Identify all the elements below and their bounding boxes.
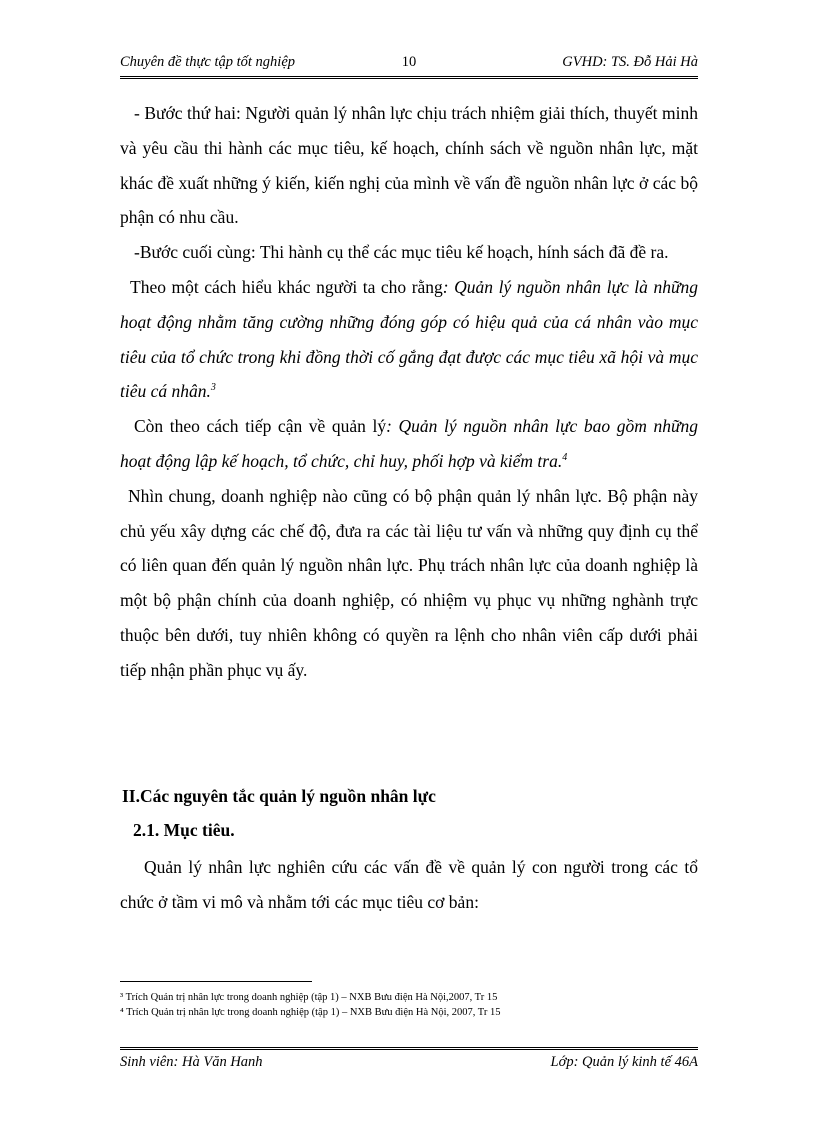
paragraph-definition-1 bbox=[120, 270, 698, 409]
header-page-number: 10 bbox=[401, 54, 417, 70]
definition-2-lead: Còn theo cách tiếp cận về quản lý bbox=[134, 416, 387, 437]
definition-2-quote: : Quản lý nguồn nhân lực bao gồm những hoạt động lập kế hoạch, tổ chức, chỉ huy, phối hợp và kiểm tra. bbox=[120, 416, 699, 471]
paragraph-definition-2 bbox=[120, 409, 698, 479]
subsection-heading: 2.1. Mục tiêu. bbox=[133, 820, 235, 840]
footnotes bbox=[120, 990, 720, 1020]
header-supervisor: GVHD: TS. Đỗ Hải Hà bbox=[562, 54, 698, 70]
header-document-title: Chuyên đề thực tập tốt nghiệp bbox=[120, 54, 296, 70]
section-heading: II.Các nguyên tắc quản lý nguồn nhân lực bbox=[122, 786, 436, 806]
paragraph-step-two: - Bước thứ hai: Người quản lý nhân lực chịu trách nhiệm giải thích, thuyết minh và yêu cầu thi hành các mục tiêu, kế hoạch, chính sách về nguồn nhân lực, mặt khác đề xuất những ý kiến, kiến nghị của mình về vấn đề nguồn nhân lực ở các bộ phận có nhu cầu. bbox=[120, 103, 698, 228]
definition-1-quote: : Quản lý nguồn nhân lực là những hoạt động nhằm tăng cường những đóng góp có hiệu quả của cá nhân vào mục tiêu của tổ chức trong khi đồng thời cố gắng đạt được các mục tiêu xã hội và mục tiêu cá nhân. bbox=[120, 276, 698, 402]
definition-1-lead: Theo một cách hiểu khác người ta cho rằng bbox=[130, 276, 443, 297]
footnote-divider bbox=[120, 981, 312, 982]
page-header bbox=[120, 52, 698, 74]
paragraph-overview: Nhìn chung, doanh nghiệp nào cũng có bộ phận quản lý nhân lực. Bộ phận này chủ yếu xây dựng các chế độ, đưa ra các tài liệu tư vấn và những quy định cụ thể có liên quan đến quản lý nguồn nhân lực. Phụ trách nhân lực của doanh nghiệp là một bộ phận chính của doanh nghiệp, có nhiệm vụ phục vụ những nghành trực thuộc bên dưới, tuy nhiên không có quyền ra lệnh cho nhân viên cấp dưới phải tiếp nhận phần phục vụ ấy. bbox=[120, 485, 698, 680]
footer-class: Lớp: Quản lý kinh tế 46A bbox=[550, 1054, 698, 1070]
footnote-3: ³ Trích Quản trị nhân lực trong doanh nghiệp (tập 1) – NXB Bưu điện Hà Nội,2007, Tr 15 bbox=[120, 992, 498, 1003]
footnote-ref-4: 4 bbox=[562, 452, 568, 464]
footer-divider bbox=[120, 1047, 698, 1050]
footnote-4: ⁴ Trích Quản trị nhân lực trong doanh nghiệp (tập 1) – NXB Bưu điện Hà Nội, 2007, Tr 15 bbox=[120, 1007, 501, 1018]
body-text bbox=[120, 96, 698, 688]
footer-student: Sinh viên: Hà Văn Hanh bbox=[120, 1054, 263, 1070]
header-divider bbox=[120, 76, 698, 79]
paragraph-objectives: Quản lý nhân lực nghiên cứu các vấn đề về quản lý con người trong các tổ chức ở tầm vi mô và nhằm tới các mục tiêu cơ bản: bbox=[120, 857, 698, 912]
paragraph-final-step: -Bước cuối cùng: Thi hành cụ thể các mục tiêu kế hoạch, hính sách đã đề ra. bbox=[134, 242, 669, 263]
body-text-2 bbox=[120, 850, 698, 920]
footnote-ref-3: 3 bbox=[210, 382, 216, 394]
